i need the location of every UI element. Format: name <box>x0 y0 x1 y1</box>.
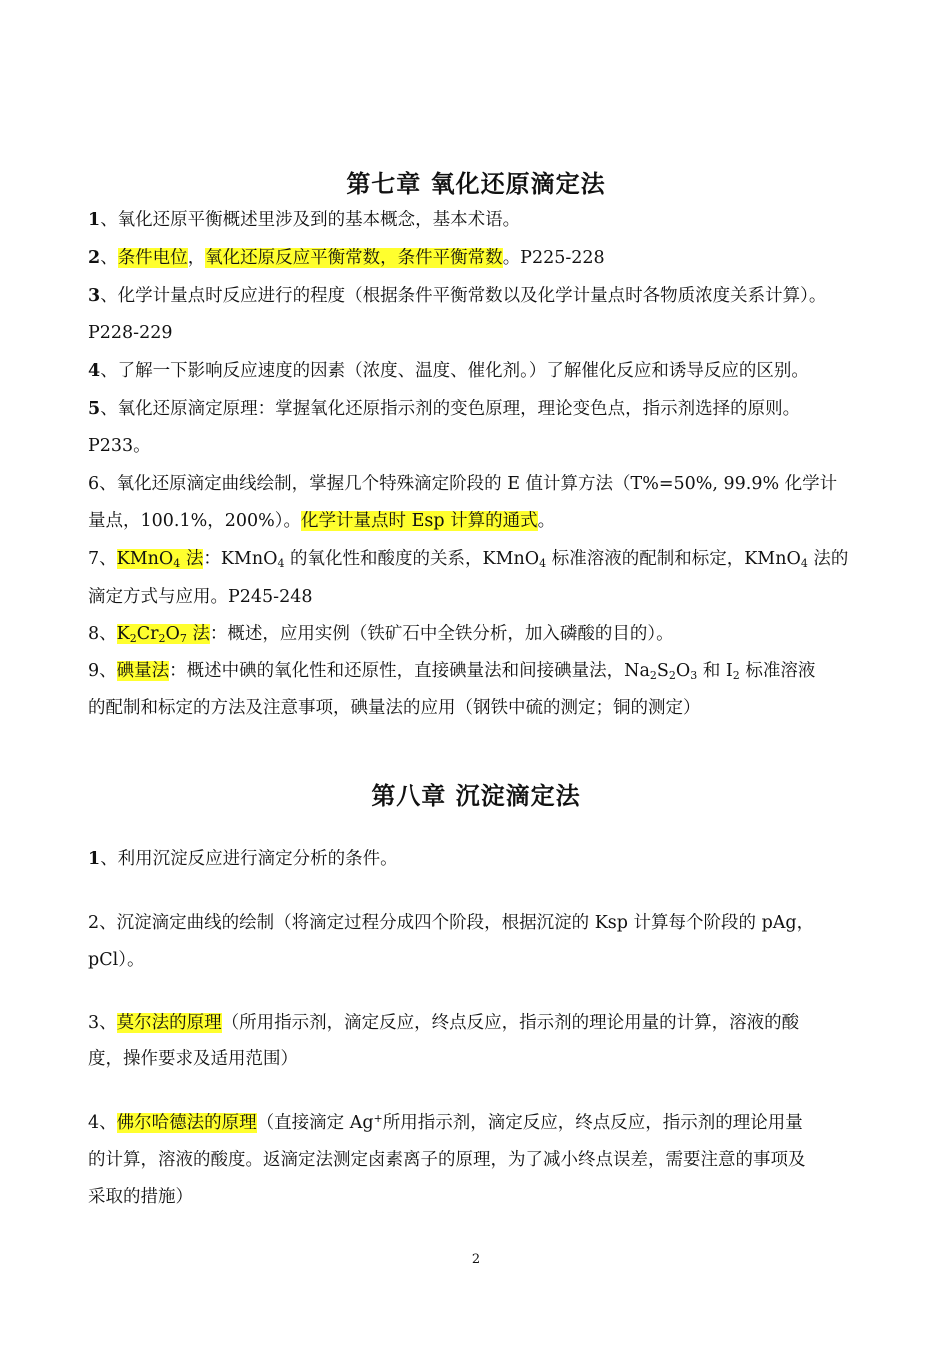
item-text: ：KMnO <box>203 549 278 569</box>
item-number: 6 <box>88 474 100 494</box>
item-text: 。P225-228 <box>502 248 605 268</box>
item-text: O <box>675 661 691 681</box>
separator: 、 <box>99 661 117 681</box>
highlight-term: 碘量法 <box>116 661 170 681</box>
highlight-term: 佛尔哈德法的原理 <box>116 1113 257 1133</box>
item-text: 和 I <box>697 661 733 681</box>
superscript: + <box>373 1112 383 1125</box>
chapter7-title: 第七章 氧化还原滴定法 <box>346 169 606 198</box>
ch8-item-3 <box>88 1011 878 1035</box>
ch8-item-3-cont: 度，操作要求及适用范围） <box>88 1049 298 1069</box>
formula-text: O <box>165 624 180 644</box>
subscript: 3 <box>690 669 698 682</box>
subscript: 4 <box>800 557 808 570</box>
ch8-item-4-cont1: 的计算，溶液的酸度。返滴定法测定卤素离子的原理，为了减小终点误差，需要注意的事项及 <box>88 1150 806 1170</box>
ch7-item-3-cont: P228-229 <box>88 323 173 343</box>
item-number: 4 <box>88 1113 100 1133</box>
ch7-item-7 <box>88 547 878 571</box>
separator: ， <box>187 248 206 268</box>
item-number: 1 <box>88 210 101 230</box>
subscript: 2 <box>732 669 740 682</box>
item-number: 2 <box>88 913 100 933</box>
highlight-term: 氧化还原反应平衡常数，条件平衡常数 <box>205 248 503 268</box>
item-number: 3 <box>88 286 101 306</box>
item-text: 所用指示剂，滴定反应，终点反应，指示剂的理论用量 <box>382 1113 803 1133</box>
separator: 、 <box>99 624 117 644</box>
separator: 、 <box>99 1013 117 1033</box>
item-text: 、氧化还原滴定原理：掌握氧化还原指示剂的变色原理，理论变色点，指示剂选择的原则。 <box>100 399 801 419</box>
separator: 、 <box>100 248 118 268</box>
subscript: 2 <box>668 669 676 682</box>
item-text: （直接滴定 Ag <box>256 1113 374 1133</box>
ch7-item-6 <box>88 472 878 496</box>
subscript: 4 <box>277 557 285 570</box>
item-text: S <box>656 661 669 681</box>
ch7-item-1 <box>88 208 878 232</box>
item-number: 2 <box>88 248 101 268</box>
separator: 、 <box>99 549 117 569</box>
highlight-term: 化学计量点时 Esp 计算的通式 <box>301 511 538 531</box>
item-text: 。 <box>537 511 556 531</box>
ch8-item-2-cont: pCl）。 <box>88 950 145 970</box>
item-number: 4 <box>88 361 101 381</box>
ch8-item-1 <box>88 847 878 871</box>
ch7-item-7-cont: 滴定方式与应用。P245-248 <box>88 587 313 607</box>
item-number: 1 <box>88 849 101 869</box>
highlight-term: 条件电位 <box>117 248 188 268</box>
chapter8-title: 第八章 沉淀滴定法 <box>371 781 581 810</box>
formula-text: KMnO <box>116 549 174 569</box>
formula-text: 法 <box>186 624 210 644</box>
subscript: 2 <box>129 632 137 645</box>
ch7-item-5-cont: P233。 <box>88 436 151 456</box>
ch7-item-5 <box>88 397 878 421</box>
formula-text: K <box>116 624 130 644</box>
highlight-term <box>117 549 204 569</box>
item-text: 、沉淀滴定曲线的绘制（将滴定过程分成四个阶段，根据沉淀的 Ksp 计算每个阶段的 pAg， <box>99 913 815 933</box>
ch7-item-4 <box>88 359 878 383</box>
item-text: 标准溶液 <box>739 661 816 681</box>
subscript: 2 <box>158 632 166 645</box>
item-text: 法的 <box>807 549 849 569</box>
ch7-item-3 <box>88 284 878 308</box>
item-number: 3 <box>88 1013 100 1033</box>
item-number: 5 <box>88 399 101 419</box>
item-number: 7 <box>88 549 100 569</box>
item-text: 量点，100.1%，200%）。 <box>88 511 302 531</box>
separator: 、 <box>99 1113 117 1133</box>
page-number: 2 <box>471 1252 481 1267</box>
formula-text: 法 <box>180 549 204 569</box>
item-number: 9 <box>88 661 100 681</box>
item-number: 8 <box>88 624 100 644</box>
item-text: ：概述中碘的氧化性和还原性，直接碘量法和间接碘量法，Na <box>169 661 650 681</box>
highlight-term <box>117 624 210 644</box>
item-text: 的氧化性和酸度的关系，KMnO <box>284 549 540 569</box>
ch7-item-9-cont: 的配制和标定的方法及注意事项，碘量法的应用（钢铁中硫的测定；铜的测定） <box>88 698 701 718</box>
item-text: （所用指示剂，滴定反应，终点反应，指示剂的理论用量的计算，溶液的酸 <box>221 1013 800 1033</box>
item-text: ：概述，应用实例（铁矿石中全铁分析，加入磷酸的目的）。 <box>209 624 674 644</box>
formula-text: Cr <box>136 624 159 644</box>
ch8-item-4 <box>88 1111 878 1135</box>
ch7-item-8 <box>88 622 878 646</box>
highlight-term: 莫尔法的原理 <box>116 1013 222 1033</box>
item-text: 标准溶液的配制和标定，KMnO <box>546 549 801 569</box>
ch7-item-9 <box>88 659 878 683</box>
ch7-item-6-cont <box>88 509 878 533</box>
ch7-item-2 <box>88 246 878 270</box>
item-text: 、化学计量点时反应进行的程度（根据条件平衡常数以及化学计量点时各物质浓度关系计算）。 <box>100 286 827 306</box>
subscript: 7 <box>179 632 187 645</box>
ch8-item-4-cont2: 采取的措施） <box>88 1187 193 1207</box>
item-text: 、氧化还原平衡概述里涉及到的基本概念，基本术语。 <box>100 210 521 230</box>
ch8-item-2 <box>88 911 878 935</box>
item-text: 、利用沉淀反应进行滴定分析的条件。 <box>100 849 398 869</box>
subscript: 4 <box>173 557 181 570</box>
subscript: 4 <box>539 557 547 570</box>
item-text: 、氧化还原滴定曲线绘制，掌握几个特殊滴定阶段的 E 值计算方法（T%=50%, 99.9% 化学计 <box>99 474 838 494</box>
subscript: 2 <box>649 669 657 682</box>
item-text: 、了解一下影响反应速度的因素（浓度、温度、催化剂。）了解催化反应和诱导反应的区别。 <box>100 361 809 381</box>
